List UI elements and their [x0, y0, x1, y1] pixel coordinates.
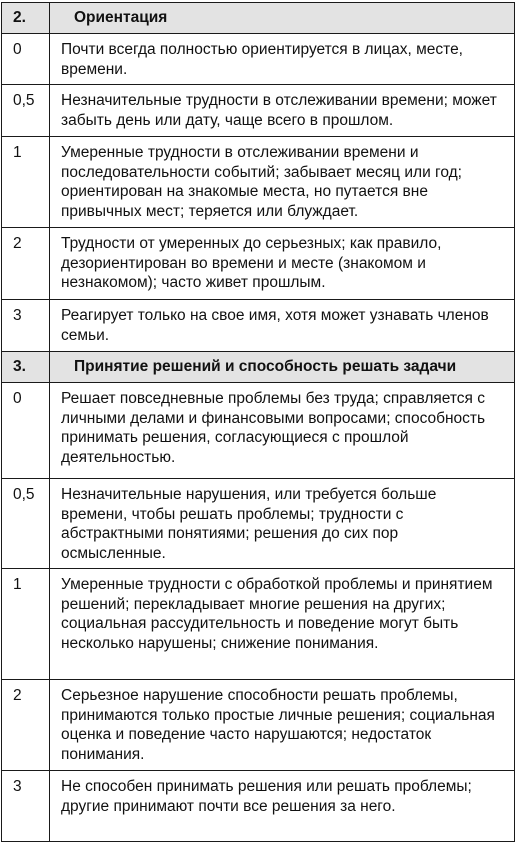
section-header	[2, 352, 515, 383]
section-header	[2, 3, 515, 34]
score-cell: 2	[2, 680, 50, 771]
table-row	[2, 771, 515, 842]
score-cell: 3	[2, 300, 50, 352]
description-cell: Умеренные трудности с обработкой проблемы и принятием решений; перекладывает многие решения на других; социальная рассудительность и поведение могут быть несколько нарушены; снижение понимания.	[50, 569, 515, 680]
score-cell: 0	[2, 383, 50, 479]
description-cell: Умеренные трудности в отслеживании времени и последовательности событий; забывает месяц или год; ориентирован на знакомые места, но путается вне привычных мест; теряется или блуждает.	[50, 137, 515, 228]
table-row	[2, 479, 515, 569]
score-cell: 1	[2, 569, 50, 680]
description-cell: Не способен принимать решения или решать проблемы; другие принимают почти все решения за него.	[50, 771, 515, 842]
table-row	[2, 228, 515, 300]
section-title: Принятие решений и способность решать задачи	[50, 352, 515, 383]
table-row	[2, 569, 515, 680]
table-row	[2, 383, 515, 479]
score-cell: 1	[2, 137, 50, 228]
table-row	[2, 680, 515, 771]
table-row	[2, 137, 515, 228]
description-cell: Серьезное нарушение способности решать проблемы, принимаются только простые личные решения; социальная оценка и поведение часто нарушаются; недостаток понимания.	[50, 680, 515, 771]
description-cell: Трудности от умеренных до серьезных; как правило, дезориентирован во времени и месте (знакомом и незнакомом); часто живет прошлым.	[50, 228, 515, 300]
score-cell: 3	[2, 771, 50, 842]
score-cell: 2	[2, 228, 50, 300]
table-row	[2, 85, 515, 137]
section-number: 3.	[2, 352, 50, 383]
section-number: 2.	[2, 3, 50, 34]
assessment-table	[1, 2, 515, 842]
section-title: Ориентация	[50, 3, 515, 34]
description-cell: Реагирует только на свое имя, хотя может узнавать членов семьи.	[50, 300, 515, 352]
score-cell: 0	[2, 34, 50, 85]
score-cell: 0,5	[2, 479, 50, 569]
description-cell: Незначительные трудности в отслеживании времени; может забыть день или дату, чаще всего в прошлом.	[50, 85, 515, 137]
score-cell: 0,5	[2, 85, 50, 137]
table-row	[2, 34, 515, 85]
description-cell: Решает повседневные проблемы без труда; справляется с личными делами и финансовыми вопросами; способность принимать решения, согласующиеся с прошлой деятельностью.	[50, 383, 515, 479]
description-cell: Незначительные нарушения, или требуется больше времени, чтобы решать проблемы; трудности с абстрактными понятиями; решения до сих пор осмысленные.	[50, 479, 515, 569]
table-row	[2, 300, 515, 352]
description-cell: Почти всегда полностью ориентируется в лицах, месте, времени.	[50, 34, 515, 85]
